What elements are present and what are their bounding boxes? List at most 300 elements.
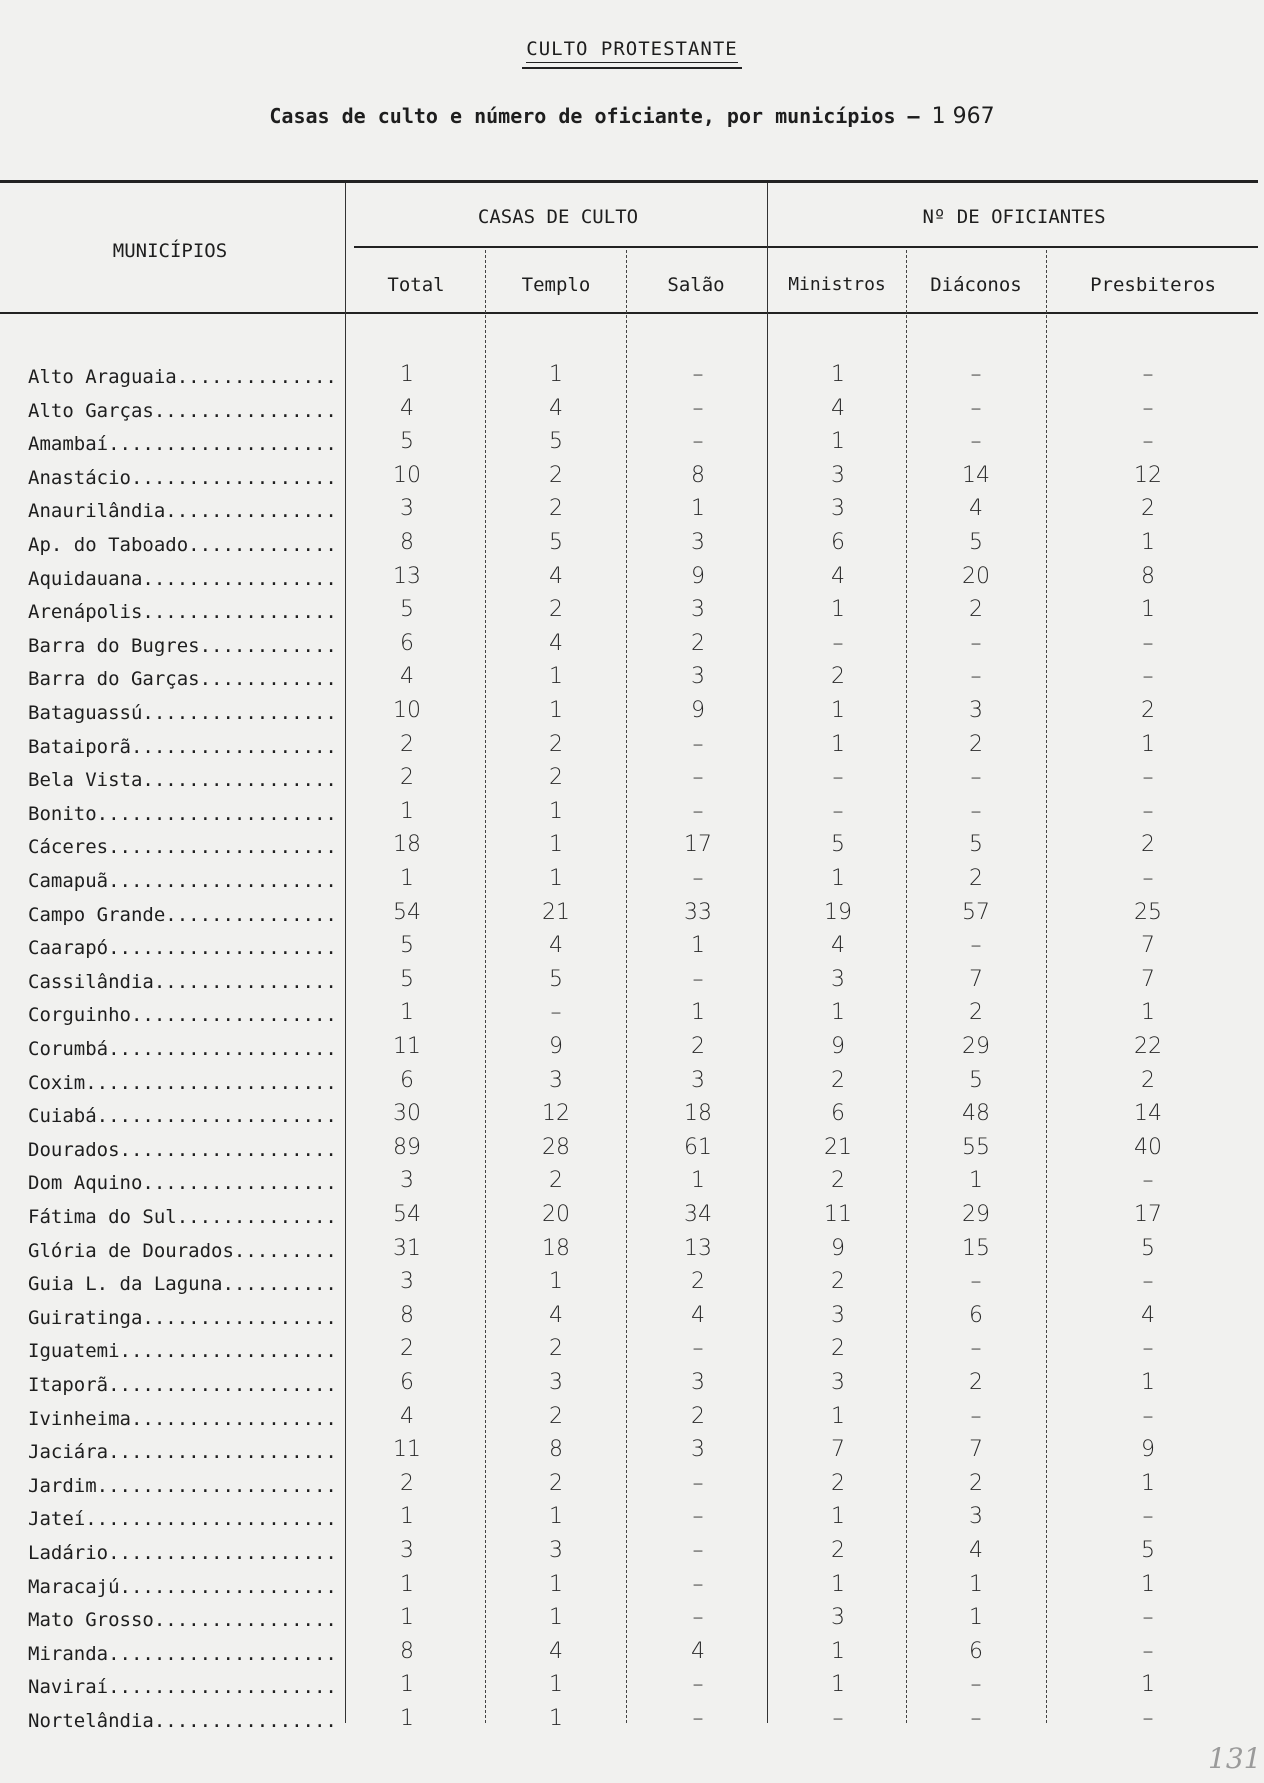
table-row xyxy=(0,462,1264,500)
cell-templo: 9 xyxy=(549,1034,563,1059)
cell-diaconos: 6 xyxy=(969,1302,983,1328)
cell-ministros: 1 xyxy=(831,362,845,387)
cell-salao: 13 xyxy=(684,1235,712,1261)
table-row xyxy=(0,1235,1264,1273)
header-oficiantes: Nº DE OFICIANTES xyxy=(922,206,1106,228)
cell-diaconos: – xyxy=(970,1706,982,1731)
table-row xyxy=(0,933,1264,970)
cell-templo: 28 xyxy=(542,1134,570,1160)
cell-ministros: 3 xyxy=(831,966,845,992)
municipio-name: Ap. do Taboado ..... xyxy=(28,534,338,556)
cell-presbiteros: 7 xyxy=(1141,966,1155,992)
cell-salao: 2 xyxy=(691,1034,705,1059)
cell-total: 1 xyxy=(400,1672,414,1698)
cell-total: 4 xyxy=(400,1403,414,1429)
table-row xyxy=(0,1067,1264,1105)
cell-salao: 9 xyxy=(691,698,705,723)
cell-diaconos: – xyxy=(970,933,982,959)
cell-ministros: 2 xyxy=(831,1470,845,1496)
cell-salao: – xyxy=(692,362,704,387)
cell-diaconos: 6 xyxy=(969,1638,983,1664)
cell-presbiteros: 7 xyxy=(1141,933,1155,959)
cell-total: 2 xyxy=(400,731,414,757)
cell-templo: 4 xyxy=(549,1638,563,1664)
cell-templo: 4 xyxy=(549,563,563,589)
cell-templo: 5 xyxy=(549,966,563,992)
municipio-name: Maracajú ..... xyxy=(28,1576,338,1598)
cell-diaconos: – xyxy=(970,1269,982,1295)
cell-ministros: – xyxy=(832,765,844,791)
cell-ministros: 2 xyxy=(831,1067,845,1093)
cell-total: 31 xyxy=(393,1235,421,1261)
cell-salao: 18 xyxy=(684,1101,712,1127)
cell-total: 6 xyxy=(400,1067,414,1093)
cell-ministros: 1 xyxy=(831,1638,845,1664)
cell-templo: 2 xyxy=(549,731,563,757)
table-row xyxy=(0,1706,1264,1743)
cell-diaconos: 3 xyxy=(969,698,983,723)
cell-total: 1 xyxy=(400,1571,414,1597)
cell-templo: 1 xyxy=(549,832,563,858)
cell-diaconos: 2 xyxy=(969,1370,983,1395)
cell-total: 18 xyxy=(393,832,421,858)
cell-total: 1 xyxy=(400,1504,414,1530)
cell-presbiteros: 2 xyxy=(1141,1067,1155,1093)
municipio-name: Dom Aquino ..... xyxy=(28,1172,338,1194)
cell-ministros: – xyxy=(832,1706,844,1731)
cell-presbiteros: – xyxy=(1142,1706,1154,1731)
municipio-name: Nortelândia ..... xyxy=(28,1710,338,1732)
municipio-name: Coxim ..... xyxy=(28,1072,338,1094)
cell-total: 5 xyxy=(400,429,414,455)
municipio-name: Arenápolis ..... xyxy=(28,601,338,623)
table-row xyxy=(0,1470,1264,1508)
table-row xyxy=(0,1034,1264,1071)
cell-salao: – xyxy=(692,1605,704,1631)
municipio-name: Alto Garças ..... xyxy=(28,400,338,422)
municipio-name: Anastácio ..... xyxy=(28,467,338,489)
cell-presbiteros: 1 xyxy=(1141,530,1155,555)
cell-salao: 3 xyxy=(691,1370,705,1395)
cell-total: 5 xyxy=(400,597,414,623)
cell-templo: 2 xyxy=(549,1168,563,1194)
cell-salao: 1 xyxy=(691,933,705,959)
cell-salao: – xyxy=(692,1706,704,1731)
cell-presbiteros: 9 xyxy=(1141,1437,1155,1463)
cell-salao: 2 xyxy=(691,1403,705,1429)
cell-ministros: 9 xyxy=(831,1034,845,1059)
cell-diaconos: 14 xyxy=(962,462,990,488)
cell-salao: – xyxy=(692,866,704,891)
cell-diaconos: 1 xyxy=(969,1168,983,1194)
cell-diaconos: 29 xyxy=(962,1034,990,1059)
table-row xyxy=(0,1638,1264,1676)
municipio-name: Ivinheima ..... xyxy=(28,1408,338,1430)
cell-presbiteros: 1 xyxy=(1141,1571,1155,1597)
municipio-name: Cuiabá ..... xyxy=(28,1105,338,1127)
cell-salao: 4 xyxy=(691,1302,705,1328)
cell-templo: 3 xyxy=(549,1370,563,1395)
cell-salao: 17 xyxy=(684,832,712,858)
cell-templo: 21 xyxy=(542,899,570,925)
cell-salao: 1 xyxy=(691,1000,705,1026)
cell-total: 54 xyxy=(393,1202,421,1227)
header-ministros: Ministros xyxy=(788,274,886,295)
municipio-name: Aquidauana ..... xyxy=(28,568,338,590)
cell-ministros: 3 xyxy=(831,1605,845,1631)
cell-total: 1 xyxy=(400,1706,414,1731)
cell-salao: – xyxy=(692,395,704,421)
cell-ministros: 4 xyxy=(831,563,845,589)
cell-ministros: 1 xyxy=(831,1571,845,1597)
cell-diaconos: 57 xyxy=(962,899,990,925)
cell-templo: 2 xyxy=(549,1403,563,1429)
cell-diaconos: 1 xyxy=(969,1605,983,1631)
table-row xyxy=(0,765,1264,802)
cell-diaconos: – xyxy=(970,630,982,656)
municipio-name: Naviraí ..... xyxy=(28,1676,338,1698)
cell-total: 1 xyxy=(400,866,414,891)
cell-total: 8 xyxy=(400,1302,414,1328)
municipio-name: Cassilândia ..... xyxy=(28,971,338,993)
cell-templo: 1 xyxy=(549,1504,563,1530)
cell-total: 10 xyxy=(393,462,421,488)
municipio-name: Jaciára ..... xyxy=(28,1441,338,1463)
cell-total: 11 xyxy=(393,1437,421,1463)
cell-templo: 5 xyxy=(549,429,563,455)
cell-templo: 2 xyxy=(549,496,563,522)
cell-presbiteros: 12 xyxy=(1134,462,1162,488)
cell-total: 2 xyxy=(400,1470,414,1496)
cell-ministros: 6 xyxy=(831,530,845,555)
cell-ministros: 19 xyxy=(824,899,852,925)
cell-diaconos: 2 xyxy=(969,1470,983,1496)
cell-diaconos: 2 xyxy=(969,1000,983,1026)
cell-presbiteros: – xyxy=(1142,1504,1154,1530)
cell-diaconos: 2 xyxy=(969,597,983,623)
cell-diaconos: – xyxy=(970,395,982,421)
cell-templo: 20 xyxy=(542,1202,570,1227)
municipio-name: Corguinho ..... xyxy=(28,1004,338,1026)
cell-presbiteros: – xyxy=(1142,429,1154,455)
cell-total: 1 xyxy=(400,798,414,824)
municipio-name: Camapuã ..... xyxy=(28,870,338,892)
municipio-name: Jardim ..... xyxy=(28,1475,338,1497)
municipio-name: Mato Grosso ..... xyxy=(28,1609,338,1631)
municipio-name: Guiratinga ..... xyxy=(28,1307,338,1329)
table-row xyxy=(0,1269,1264,1306)
cell-salao: 1 xyxy=(691,1168,705,1194)
cell-ministros: 1 xyxy=(831,1403,845,1429)
cell-ministros: 1 xyxy=(831,429,845,455)
table-row xyxy=(0,1336,1264,1373)
cell-templo: – xyxy=(550,1000,562,1026)
cell-presbiteros: 1 xyxy=(1141,1470,1155,1496)
cell-diaconos: 48 xyxy=(962,1101,990,1127)
cell-salao: 1 xyxy=(691,496,705,522)
cell-ministros: 4 xyxy=(831,395,845,421)
cell-salao: 9 xyxy=(691,563,705,589)
cell-diaconos: 15 xyxy=(962,1235,990,1261)
cell-diaconos: 5 xyxy=(969,530,983,555)
cell-diaconos: – xyxy=(970,765,982,791)
cell-ministros: 1 xyxy=(831,866,845,891)
table-row xyxy=(0,1672,1264,1709)
cell-diaconos: 29 xyxy=(962,1202,990,1227)
cell-ministros: 6 xyxy=(831,1101,845,1127)
cell-templo: 4 xyxy=(549,933,563,959)
cell-templo: 1 xyxy=(549,362,563,387)
cell-total: 89 xyxy=(393,1134,421,1160)
cell-ministros: 1 xyxy=(831,1000,845,1026)
cell-templo: 2 xyxy=(549,462,563,488)
cell-templo: 3 xyxy=(549,1067,563,1093)
cell-diaconos: – xyxy=(970,798,982,824)
cell-templo: 4 xyxy=(549,395,563,421)
cell-salao: – xyxy=(692,429,704,455)
cell-ministros: 3 xyxy=(831,496,845,522)
cell-total: 5 xyxy=(400,933,414,959)
municipio-name: Guia L. da Laguna ..... xyxy=(28,1273,338,1295)
cell-presbiteros: – xyxy=(1142,1336,1154,1362)
cell-ministros: 2 xyxy=(831,1269,845,1295)
cell-templo: 1 xyxy=(549,1571,563,1597)
cell-total: 6 xyxy=(400,630,414,656)
municipio-name: Cáceres ..... xyxy=(28,836,338,858)
cell-diaconos: 7 xyxy=(969,966,983,992)
cell-salao: – xyxy=(692,1470,704,1496)
cell-presbiteros: 5 xyxy=(1141,1235,1155,1261)
cell-ministros: 21 xyxy=(824,1134,852,1160)
cell-total: 1 xyxy=(400,1000,414,1026)
cell-presbiteros: – xyxy=(1142,1168,1154,1194)
table-row xyxy=(0,1134,1264,1172)
municipio-name: Bonito ..... xyxy=(28,803,338,825)
cell-salao: 3 xyxy=(691,530,705,555)
cell-ministros: 2 xyxy=(831,1336,845,1362)
cell-templo: 8 xyxy=(549,1437,563,1463)
municipio-name: Iguatemi ..... xyxy=(28,1340,338,1362)
cell-presbiteros: 8 xyxy=(1141,563,1155,589)
cell-total: 8 xyxy=(400,1638,414,1664)
cell-presbiteros: 17 xyxy=(1134,1202,1162,1227)
cell-diaconos: – xyxy=(970,664,982,690)
cell-ministros: 2 xyxy=(831,1168,845,1194)
cell-total: 54 xyxy=(393,899,421,925)
cell-salao: – xyxy=(692,1336,704,1362)
table-row xyxy=(0,429,1264,466)
municipio-name: Barra do Garças ..... xyxy=(28,668,338,690)
table-row xyxy=(0,1538,1264,1575)
cell-templo: 1 xyxy=(549,1269,563,1295)
cell-salao: – xyxy=(692,731,704,757)
cell-total: 3 xyxy=(400,1269,414,1295)
cell-salao: 2 xyxy=(691,630,705,656)
document-subtitle xyxy=(0,104,1264,129)
cell-templo: 1 xyxy=(549,664,563,690)
cell-diaconos: 1 xyxy=(969,1571,983,1597)
document-title: CULTO PROTESTANTE xyxy=(0,38,1264,69)
cell-templo: 5 xyxy=(549,530,563,555)
cell-templo: 1 xyxy=(549,698,563,723)
table-row xyxy=(0,563,1264,601)
cell-total: 3 xyxy=(400,1168,414,1194)
municipio-name: Jateí ..... xyxy=(28,1508,338,1530)
cell-total: 2 xyxy=(400,765,414,791)
table-row xyxy=(0,597,1264,634)
cell-total: 1 xyxy=(400,362,414,387)
table-row xyxy=(0,798,1264,836)
cell-diaconos: 3 xyxy=(969,1504,983,1530)
cell-total: 2 xyxy=(400,1336,414,1362)
table-row xyxy=(0,832,1264,869)
municipio-name: Bataiporã ..... xyxy=(28,736,338,758)
cell-salao: 33 xyxy=(684,899,712,925)
cell-presbiteros: – xyxy=(1142,362,1154,387)
cell-salao: 4 xyxy=(691,1638,705,1664)
table-row xyxy=(0,1605,1264,1642)
cell-presbiteros: – xyxy=(1142,395,1154,421)
cell-total: 1 xyxy=(400,1605,414,1631)
cell-presbiteros: 1 xyxy=(1141,731,1155,757)
table-top-rule xyxy=(0,180,1258,183)
municipio-name: Corumbá ..... xyxy=(28,1038,338,1060)
cell-salao: 3 xyxy=(691,664,705,690)
group-header-rule xyxy=(354,246,1258,248)
cell-ministros: 1 xyxy=(831,1504,845,1530)
header-salao: Salão xyxy=(667,274,725,296)
cell-ministros: 3 xyxy=(831,1302,845,1328)
cell-salao: 34 xyxy=(684,1202,712,1227)
table-row xyxy=(0,1403,1264,1441)
cell-ministros: 2 xyxy=(831,664,845,690)
cell-diaconos: 20 xyxy=(962,563,990,589)
cell-diaconos: 5 xyxy=(969,1067,983,1093)
table-row xyxy=(0,899,1264,937)
municipio-name: Bataguassú ..... xyxy=(28,702,338,724)
municipio-name: Alto Araguaia ..... xyxy=(28,366,338,388)
cell-salao: 3 xyxy=(691,1437,705,1463)
cell-salao: – xyxy=(692,1538,704,1563)
cell-presbiteros: 1 xyxy=(1141,1000,1155,1026)
cell-total: 4 xyxy=(400,395,414,421)
cell-presbiteros: 40 xyxy=(1134,1134,1162,1160)
cell-presbiteros: 2 xyxy=(1141,832,1155,858)
municipio-name: Anaurilândia ..... xyxy=(28,500,338,522)
cell-presbiteros: 22 xyxy=(1134,1034,1162,1059)
cell-ministros: 1 xyxy=(831,1672,845,1698)
cell-total: 4 xyxy=(400,664,414,690)
cell-ministros: 1 xyxy=(831,597,845,623)
cell-ministros: 3 xyxy=(831,462,845,488)
table-row xyxy=(0,1101,1264,1138)
cell-salao: 61 xyxy=(684,1134,712,1160)
cell-templo: 4 xyxy=(549,630,563,656)
cell-presbiteros: – xyxy=(1142,1403,1154,1429)
cell-presbiteros: – xyxy=(1142,866,1154,891)
cell-salao: 3 xyxy=(691,1067,705,1093)
header-presbiteros: Presbiteros xyxy=(1090,274,1216,296)
cell-salao: 3 xyxy=(691,597,705,623)
table-row xyxy=(0,1000,1264,1037)
cell-ministros: 5 xyxy=(831,832,845,858)
table-row xyxy=(0,966,1264,1004)
cell-templo: 1 xyxy=(549,1605,563,1631)
municipio-name: Barra do Bugres ..... xyxy=(28,635,338,657)
cell-total: 5 xyxy=(400,966,414,992)
cell-diaconos: – xyxy=(970,1672,982,1698)
table-row xyxy=(0,1202,1264,1239)
cell-presbiteros: 1 xyxy=(1141,1672,1155,1698)
cell-presbiteros: – xyxy=(1142,1605,1154,1631)
cell-ministros: 1 xyxy=(831,698,845,723)
table-row xyxy=(0,530,1264,567)
table-row xyxy=(0,1571,1264,1609)
table-row xyxy=(0,395,1264,433)
table-row xyxy=(0,698,1264,735)
municipio-name: Caarapó ..... xyxy=(28,937,338,959)
cell-templo: 1 xyxy=(549,866,563,891)
municipio-name: Ladário ..... xyxy=(28,1542,338,1564)
cell-salao: – xyxy=(692,1504,704,1530)
cell-ministros: – xyxy=(832,630,844,656)
cell-templo: 12 xyxy=(542,1101,570,1127)
cell-templo: 1 xyxy=(549,1672,563,1698)
cell-ministros: 11 xyxy=(824,1202,852,1227)
cell-diaconos: – xyxy=(970,1336,982,1362)
cell-templo: 2 xyxy=(549,597,563,623)
municipio-name: Bela Vista ..... xyxy=(28,769,338,791)
cell-ministros: – xyxy=(832,798,844,824)
cell-presbiteros: – xyxy=(1142,664,1154,690)
cell-presbiteros: – xyxy=(1142,630,1154,656)
header-bottom-rule xyxy=(0,312,1258,314)
cell-templo: 18 xyxy=(542,1235,570,1261)
cell-diaconos: – xyxy=(970,1403,982,1429)
table-row xyxy=(0,630,1264,668)
cell-diaconos: 4 xyxy=(969,1538,983,1563)
cell-salao: – xyxy=(692,1672,704,1698)
table-row xyxy=(0,496,1264,533)
cell-total: 6 xyxy=(400,1370,414,1395)
cell-total: 10 xyxy=(393,698,421,723)
cell-ministros: 7 xyxy=(831,1437,845,1463)
cell-salao: – xyxy=(692,798,704,824)
cell-total: 8 xyxy=(400,530,414,555)
cell-diaconos: 55 xyxy=(962,1134,990,1160)
cell-templo: 1 xyxy=(549,798,563,824)
cell-ministros: 4 xyxy=(831,933,845,959)
cell-diaconos: – xyxy=(970,362,982,387)
cell-ministros: 2 xyxy=(831,1538,845,1563)
page-number: 131 xyxy=(1208,1742,1262,1775)
table-row xyxy=(0,866,1264,903)
header-templo: Templo xyxy=(521,274,591,296)
cell-presbiteros: – xyxy=(1142,1269,1154,1295)
cell-total: 13 xyxy=(393,563,421,589)
cell-templo: 2 xyxy=(549,1336,563,1362)
cell-presbiteros: 25 xyxy=(1134,899,1162,925)
cell-total: 3 xyxy=(400,1538,414,1563)
cell-salao: 8 xyxy=(691,462,705,488)
municipio-name: Miranda ..... xyxy=(28,1643,338,1665)
cell-diaconos: 2 xyxy=(969,866,983,891)
header-total: Total xyxy=(387,274,445,296)
cell-salao: – xyxy=(692,1571,704,1597)
cell-templo: 2 xyxy=(549,1470,563,1496)
municipio-name: Amambaí ..... xyxy=(28,433,338,455)
cell-presbiteros: 4 xyxy=(1141,1302,1155,1328)
